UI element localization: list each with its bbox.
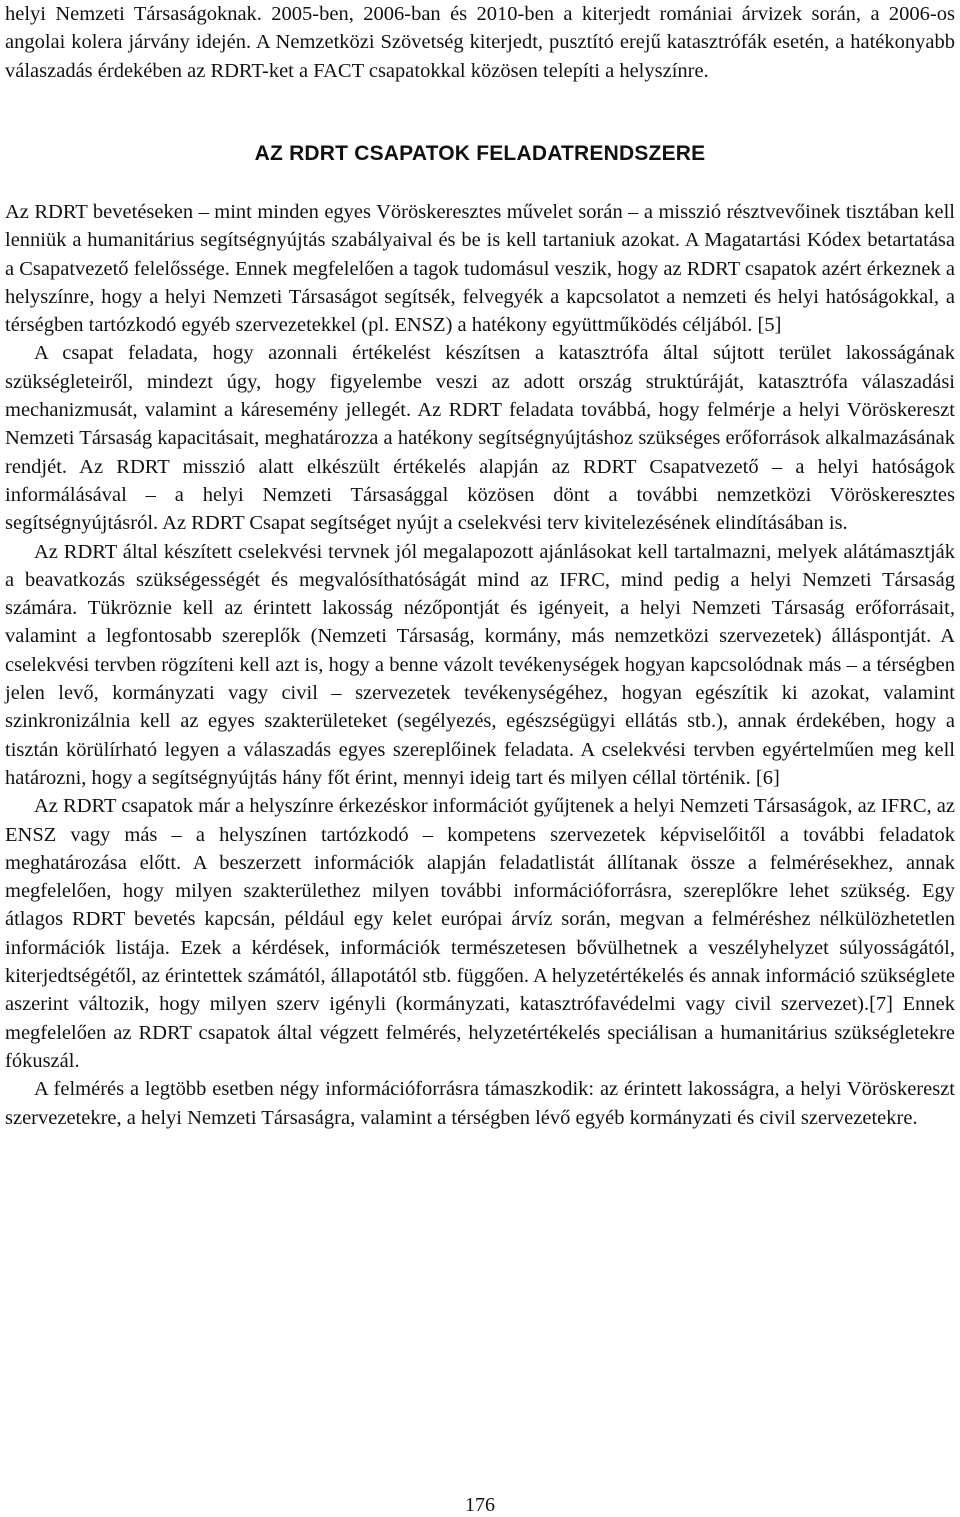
paragraph-information-sources: A felmérés a legtöbb esetben négy információforrásra támaszkodik: az érintett lakosságra, a helyi Vöröskereszt szervezetekre, a helyi Nemzeti Társaságra, valamint a térségben lévő egyéb kormányzati és civil szervezetekre. bbox=[5, 1078, 955, 1129]
paragraph-team-tasks: A csapat feladata, hogy azonnali értékelést készítsen a katasztrófa által sújtott terület lakosságának szükségleteiről, mindezt úgy, hogy figyelembe veszi az adott ország struktúráját, katasztrófa válaszadási mechanizmusát, valamint a káresemény jellegét. Az RDRT feladata továbbá, hogy felmérje a helyi Vöröskereszt Nemzeti Társaság kapacitásait, meghatározza a hatékony segítségnyújtáshoz szükséges erőforrások alkalmazásának rendjét. Az RDRT misszió alatt elkészült értékelés alapján az RDRT Csapatvezető – a helyi hatóságok informálásával – a helyi Nemzeti Társasággal közösen dönt a további nemzetközi Vöröskeresztes segítségnyújtásról. Az RDRT Csapat segítséget nyújt a cselekvési terv kivitelezésének elindításában is. bbox=[5, 342, 955, 535]
paragraph-action-plan: Az RDRT által készített cselekvési tervnek jól megalapozott ajánlásokat kell tartalmazni, melyek alátámasztják a beavatkozás szükségességét és megvalósíthatóságát mind az IFRC, mind pedig a helyi Nemzeti Társaság számára. Tükröznie kell az érintett lakosság nézőpontját és igényeit, a helyi Nemzeti Társaság erőforrásait, valamint a legfontosabb szereplők (Nemzeti Társaság, kormány, más nemzetközi szervezetek) álláspontját. A cselekvési tervben rögzíteni kell azt is, hogy a benne vázolt tevékenységek hogyan kapcsolódnak más – a térségben jelen levő, kormányzati vagy civil – szervezetek tevékenységéhez, hogyan egészítik ki azokat, valamint szinkronizálnia kell az egyes szakterületeket (segélyezés, egészségügyi ellátás stb.), annak érdekében, hogy a tisztán körülírható legyen a válaszadás egyes szereplőinek feladata. A cselekvési tervben egyértelműen meg kell határozni, hogy a segítségnyújtás hány főt érint, mennyi ideig tart és milyen céllal történik. [6] bbox=[5, 540, 955, 789]
section-body bbox=[5, 198, 955, 1132]
paragraph-code-of-conduct: Az RDRT bevetéseken – mint minden egyes Vöröskeresztes művelet során – a misszió résztvevőinek tisztában kell lenniük a humanitárius segítségnyújtás szabályaival és be is kell tartaniuk azokat. A Magatartási Kódex betartatása a Csapatvezető felelőssége. Ennek megfelelően a tagok tudomásul veszik, hogy az RDRT csapatok azért érkeznek a helyszínre, hogy a helyi Nemzeti Társaságot segítsék, felvegyék a kapcsolatot a nemzeti és helyi hatóságokkal, a térségben tartózkodó egyéb szervezetekkel (pl. ENSZ) a hatékony együttműködés céljából. [5] bbox=[5, 201, 955, 337]
intro-paragraph: helyi Nemzeti Társaságoknak. 2005-ben, 2006-ban és 2010-ben a kiterjedt romániai árvizek során, a 2006-os angolai kolera járvány idején. A Nemzetközi Szövetség kiterjedt, pusztító erejű katasztrófák esetén, a hatékonyabb válaszadás érdekében az RDRT-ket a FACT csapatokkal közösen telepíti a helyszínre. bbox=[5, 3, 955, 82]
paragraph-information-gathering: Az RDRT csapatok már a helyszínre érkezéskor információt gyűjtenek a helyi Nemzeti Társaságok, az IFRC, az ENSZ vagy más – a helyszínen tartózkodó – kompetens szervezetek képviselőitől a további feladatok meghatározása előtt. A beszerzett információk alapján feladatlistát állítanak össze a felmérésekhez, annak megfelelően, hogy milyen szakterülethez milyen további információforrásra, szereplőkre lehet szükség. Egy átlagos RDRT bevetés kapcsán, például egy kelet európai árvíz során, megvan a felméréshez nélkülözhetetlen információk listája. Ezek a kérdések, információk természetesen bővülhetnek a veszélyhelyzet súlyosságától, kiterjedtségétől, az érintettek számától, állapotától stb. függően. A helyzetértékelés és annak információ szükséglete aszerint változik, hogy milyen szerv igényli (kormányzati, katasztrófavédelmi vagy civil szervezet).[7] Ennek megfelelően az RDRT csapatok által végzett felmérés, helyzetértékelés speciálisan a humanitárius szükségletekre fókuszál. bbox=[5, 795, 955, 1072]
page-number: 176 bbox=[465, 1494, 495, 1516]
section-heading: AZ RDRT CSAPATOK FELADATRENDSZERE bbox=[254, 142, 706, 165]
